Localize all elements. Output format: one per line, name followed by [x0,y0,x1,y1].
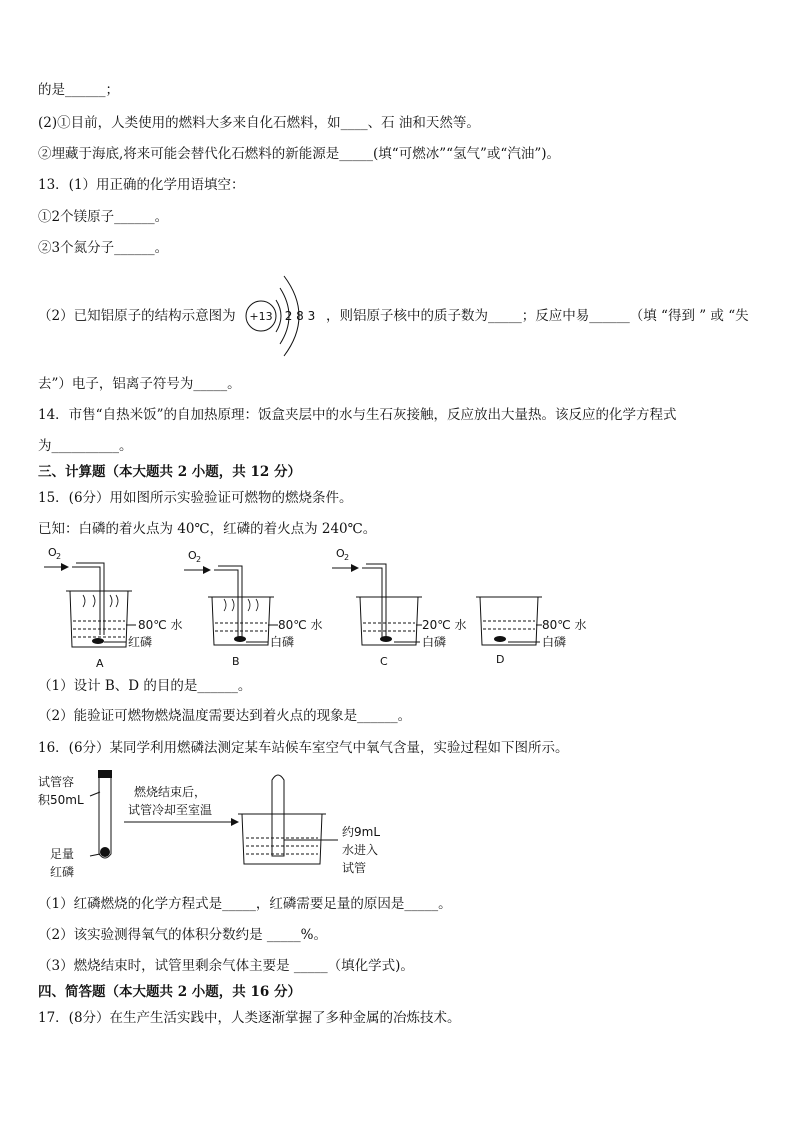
label-substance: 白磷 [542,635,567,649]
question-16: 16．(6分）某同学利用燃磷法测定某车站候车室空气中氧气含量，实验过程如下图所示。 [38,740,569,756]
text-line: (2)①目前，人类使用的燃料大多来自化石燃料，如____、石 油和天然等。 [38,115,480,131]
text-line: 已知：白磷的着火点为 40℃，红磷的着火点为 240℃。 [38,521,377,537]
text-line: （3）燃烧结束时，试管里剩余气体主要是 _____（填化学式)。 [38,958,414,974]
text-line: ①2个镁原子______。 [38,209,169,225]
label-temperature: 80℃ 水 [542,618,587,632]
beaker-b [184,549,323,668]
label-temperature: 20℃ 水 [422,618,467,632]
text-line: ②埋藏于海底,将来可能会替代化石燃料的新能源是_____(填“可燃冰”“氢气”或“汽油”)。 [38,146,560,162]
label-substance: 白磷 [422,635,447,649]
beaker-d [476,597,587,666]
text-line: （2）该实验测得氧气的体积分数约是 _____%。 [38,927,327,943]
beaker-label: A [96,657,104,670]
text-line: （1）设计 B、D 的目的是______。 [38,678,252,694]
svg-text:2: 2 [196,555,202,564]
water-label: 约9mL [342,825,381,839]
water-label: 水进入 [342,843,379,857]
beaker-label: C [380,655,388,668]
svg-text:O: O [336,547,345,560]
text-line: 的是______； [38,82,119,98]
combustion-experiment-figure [38,545,638,675]
tube-label: 试管容 [38,775,75,789]
text-line: （2）已知铝原子的结构示意图为 [38,308,236,324]
arrow-text: 试管冷却至室温 [128,803,213,817]
question-13: 13．(1）用正确的化学用语填空： [38,177,245,193]
svg-text:2: 2 [344,553,350,562]
beaker-label: B [232,655,240,668]
svg-text:O: O [48,546,57,559]
question-15: 15．(6分）用如图所示实验验证可燃物的燃烧条件。 [38,490,353,506]
atom-nucleus: +13 [249,310,273,323]
section-heading: 四、简答题（本大题共 2 小题，共 16 分） [38,984,301,1000]
text-line: 为__________。 [38,438,133,454]
water-label: 试管 [342,861,367,875]
phosphorus-label: 足量 [50,847,75,861]
label-substance: 红磷 [128,635,153,649]
arrow-text: 燃烧结束后， [134,785,207,799]
beaker-label: D [496,653,505,666]
text-line: 去”）电子，铝离子符号为_____。 [38,376,241,392]
question-17: 17．(8分）在生产生活实践中，人类逐渐掌握了多种金属的冶炼技术。 [38,1010,461,1026]
aluminum-atom-diagram [242,270,324,362]
svg-text:2: 2 [56,552,62,561]
svg-text:O: O [188,549,197,562]
beaker-a [44,546,183,670]
text-line: （2）能验证可燃物燃烧温度需要达到着火点的现象是______。 [38,708,412,724]
text-line: （1）红磷燃烧的化学方程式是_____，红磷需要足量的原因是_____。 [38,896,452,912]
label-temperature: 80℃ 水 [138,618,183,632]
tube-label: 积50mL [38,793,84,807]
label-substance: 白磷 [270,635,295,649]
phosphorus-label: 红磷 [50,865,75,879]
oxygen-measurement-figure [38,764,458,884]
text-line: ，则铝原子核中的质子数为_____；反应中易______（填 “得到 ” 或 “失 [326,308,749,324]
atom-shells: 2 8 3 [284,309,316,323]
section-heading: 三、计算题（本大题共 2 小题，共 12 分） [38,464,301,480]
beaker-c [332,547,467,668]
question-14: 14．市售“自热米饭”的自加热原理：饭盒夹层中的水与生石灰接触，反应放出大量热。该反应的化学方程式 [38,407,677,423]
text-line: ②3个氮分子______。 [38,240,169,256]
label-temperature: 80℃ 水 [278,618,323,632]
